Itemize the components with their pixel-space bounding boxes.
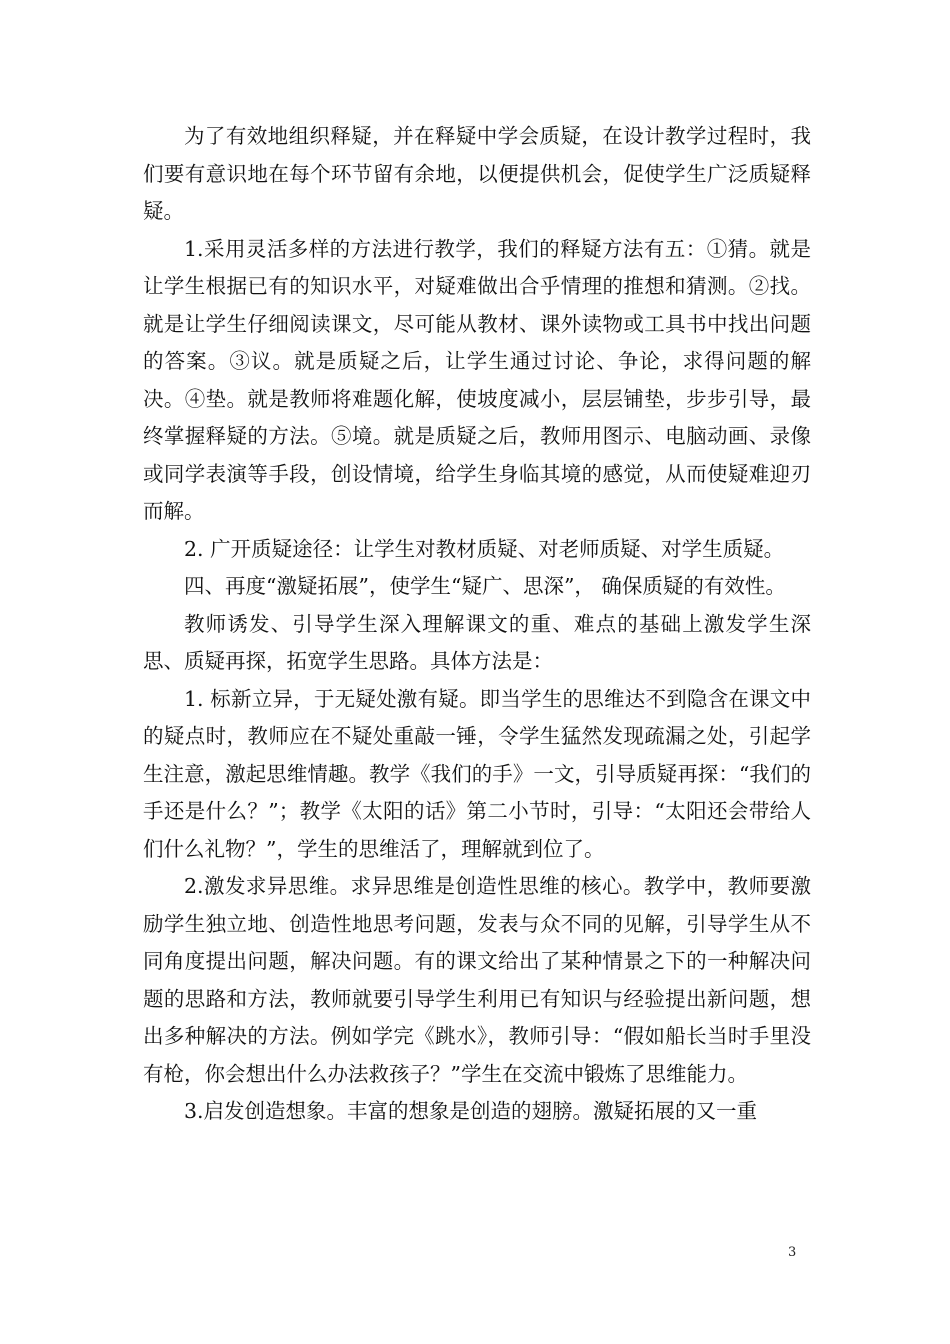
page-number: 3 (788, 1245, 797, 1260)
paragraph: 1.采用灵活多样的方法进行教学，我们的释疑方法有五：①猜。就是让学生根据已有的知识水平，对疑难做出合乎情理的推想和猜测。②找。就是让学生仔细阅读课文，尽可能从教材、课外读物或工具书中找出问题的答案。③议。就是质疑之后，让学生通过讨论、争论，求得问题的解决。④垫。就是教师将难题化解，使坡度减小，层层铺垫，步步引导，最终掌握释疑的方法。⑤境。就是质疑之后，教师用图示、电脑动画、录像或同学表演等手段，创设情境，给学生身临其境的感觉，从而使疑难迎刃而解。 (143, 236, 811, 523)
paragraph: 为了有效地组织释疑，并在释疑中学会质疑，在设计教学过程时，我们要有意识地在每个环节留有余地，以便提供机会，促使学生广泛质疑释疑。 (143, 124, 811, 223)
paragraph: 四、再度“激疑拓展”，使学生“疑广、思深”， 确保质疑的有效性。 (184, 574, 786, 598)
paragraph: 2. 广开质疑途径：让学生对教材质疑、对老师质疑、对学生质疑。 (184, 536, 785, 561)
paragraph: 2.激发求异思维。求异思维是创造性思维的核心。教学中，教师要激励学生独立地、创造性地思考问题，发表与众不同的见解，引导学生从不同角度提出问题，解决问题。有的课文给出了某种情景之下的一种解决问题的思路和方法，教师就要引导学生利用已有知识与经验提出新问题，想出多种解决的方法。例如学完《跳水》，教师引导：“假如船长当时手里没有枪，你会想出什么办法救孩子？”学生在交流中锻炼了思维能力。 (143, 874, 811, 1086)
body-text (143, 118, 811, 1131)
paragraph: 教师诱发、引导学生深入理解课文的重、难点的基础上激发学生深思、质疑再探，拓宽学生思路。具体方法是： (143, 611, 811, 673)
paragraph: 1. 标新立异，于无疑处激有疑。即当学生的思维达不到隐含在课文中的疑点时，教师应在不疑处重敲一锤，令学生猛然发现疏漏之处，引起学生注意，激起思维情趣。教学《我们的手》一文，引导质疑再探：“我们的手还是什么？”；教学《太阳的话》第二小节时，引导：“太阳还会带给人们什么礼物？”，学生的思维活了，理解就到位了。 (143, 686, 811, 861)
paragraph: 3.启发创造想象。丰富的想象是创造的翅膀。激疑拓展的又一重 (184, 1099, 758, 1123)
